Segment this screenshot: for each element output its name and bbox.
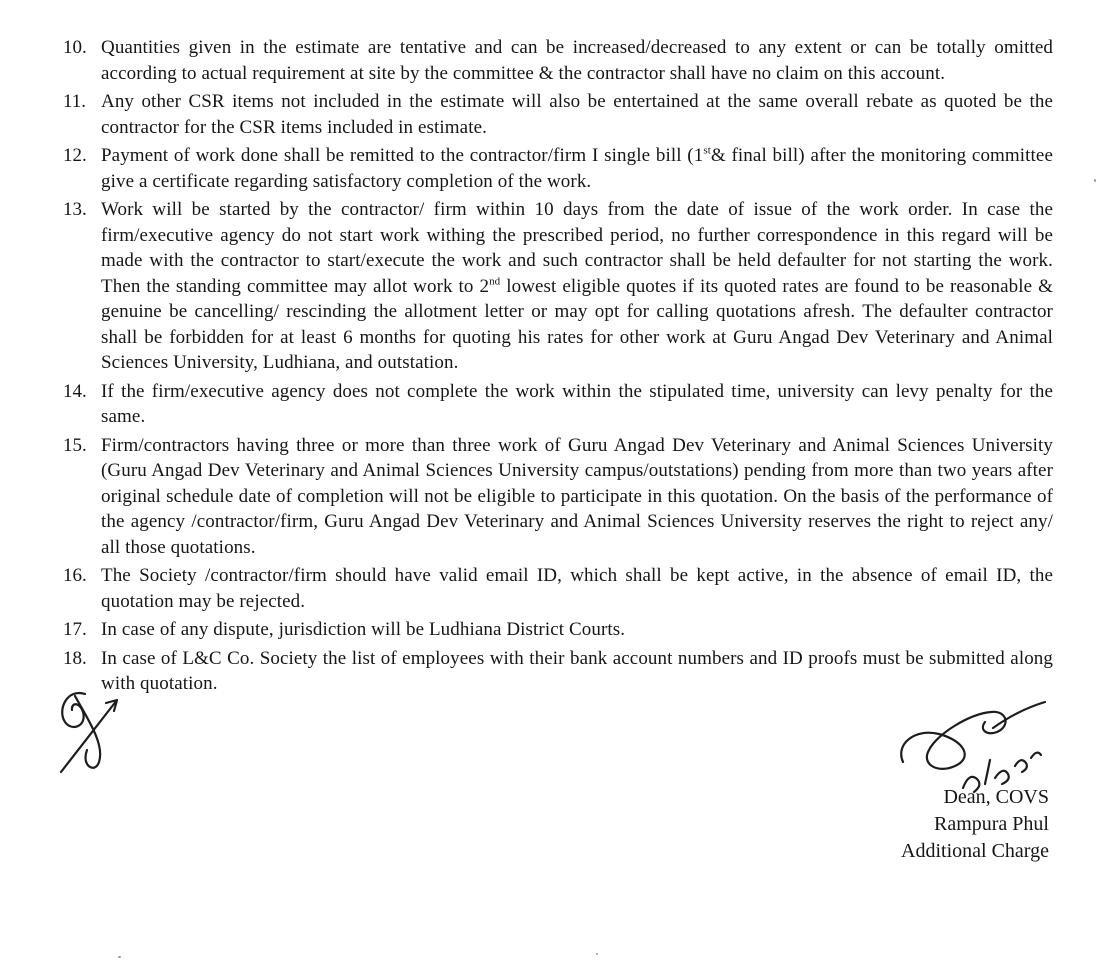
item-text-segment: Work will be started by the contractor/ firm within 10 days from the date of issue of the work order. In case the firm/executive agency do not start work withing the prescribed period, no further correspondence in this regard will be made with the contractor to start/execute the work and such contractor shall be held defaulter for not starting the work. Then the standing committee may allot work to 2 [101,199,1053,297]
signatory-charge: Additional Charge [901,839,1049,862]
signature-area [63,700,1053,915]
item-number: 18. [63,647,87,669]
item-text: The Society /contractor/firm should have valid email ID, which shall be kept active, in the absence of email ID, the quotation may be rejected. [101,565,1053,612]
list-item [63,617,1053,643]
signatory-title: Dean, COVS [943,785,1049,808]
item-text-segment: lowest eligible quotes if its quoted rates are found to be reasonable & genuine be cancelling/ rescinding the allotment letter or may opt for calling quotations afresh. The defaulter contractor shall be forbidden for at least 6 months for quoting his rates for other work at Guru Angad Dev Veterinary and Animal Sciences University, Ludhiana, and outstation. [101,275,1053,373]
signatory-location: Rampura Phul [934,812,1049,835]
item-text-segment: & final bill) after the monitoring committee give a certificate regarding satisfactory completion of the work. [101,145,1054,192]
item-text [101,143,1053,194]
item-number: 13. [63,199,87,220]
item-number: 14. [63,380,87,402]
signature-block [893,700,1049,865]
scan-speck [596,953,598,955]
list-item [63,563,1053,614]
item-number: 16. [63,565,87,586]
item-text: If the firm/executive agency does not complete the work within the stipulated time, university can levy penalty for the same. [101,380,1053,427]
item-number: 11. [63,91,87,112]
list-item [63,379,1053,430]
item-number: 17. [63,619,87,640]
list-item [63,35,1053,86]
item-text [101,197,1053,376]
list-item [63,143,1053,194]
item-text: Quantities given in the estimate are tentative and can be increased/decreased to any extent or can be totally omitted according to actual requirement at site by the committee & the contractor shall have no claim on this account. [101,37,1053,84]
initials-scribble [51,686,141,786]
superscript: st [703,144,711,157]
item-number: 15. [63,434,87,456]
item-text-segment: Payment of work done shall be remitted to the contractor/firm I single bill (1 [101,145,704,166]
list-item [63,89,1053,140]
item-text: Firm/contractors having three or more than three work of Guru Angad Dev Veterinary and Animal Sciences University (Guru Angad Dev Veterinary and Animal Sciences University campus/outstations) pending from more than two years after original schedule date of completion will not be eligible to participate in this quotation. On the basis of the performance of the agency /contractor/firm, Guru Angad Dev Veterinary and Animal Sciences University reserves the right to reject any/ all those quotations. [101,434,1053,558]
item-text: In case of any dispute, jurisdiction will be Ludhiana District Courts. [101,619,626,640]
item-number: 10. [63,37,87,58]
list-item [63,646,1053,697]
item-text: In case of L&C Co. Society the list of employees with their bank account numbers and ID proofs must be submitted along with quotation. [101,647,1053,694]
item-text: Any other CSR items not included in the estimate will also be entertained at the same overall rebate as quoted be the contractor for the CSR items included in estimate. [101,91,1053,138]
list-item [63,197,1053,376]
item-number: 12. [63,145,87,166]
list-item [63,433,1053,561]
scan-speck [1094,179,1096,182]
terms-list [63,35,1053,915]
superscript: nd [489,275,501,288]
scan-speck [118,956,121,958]
